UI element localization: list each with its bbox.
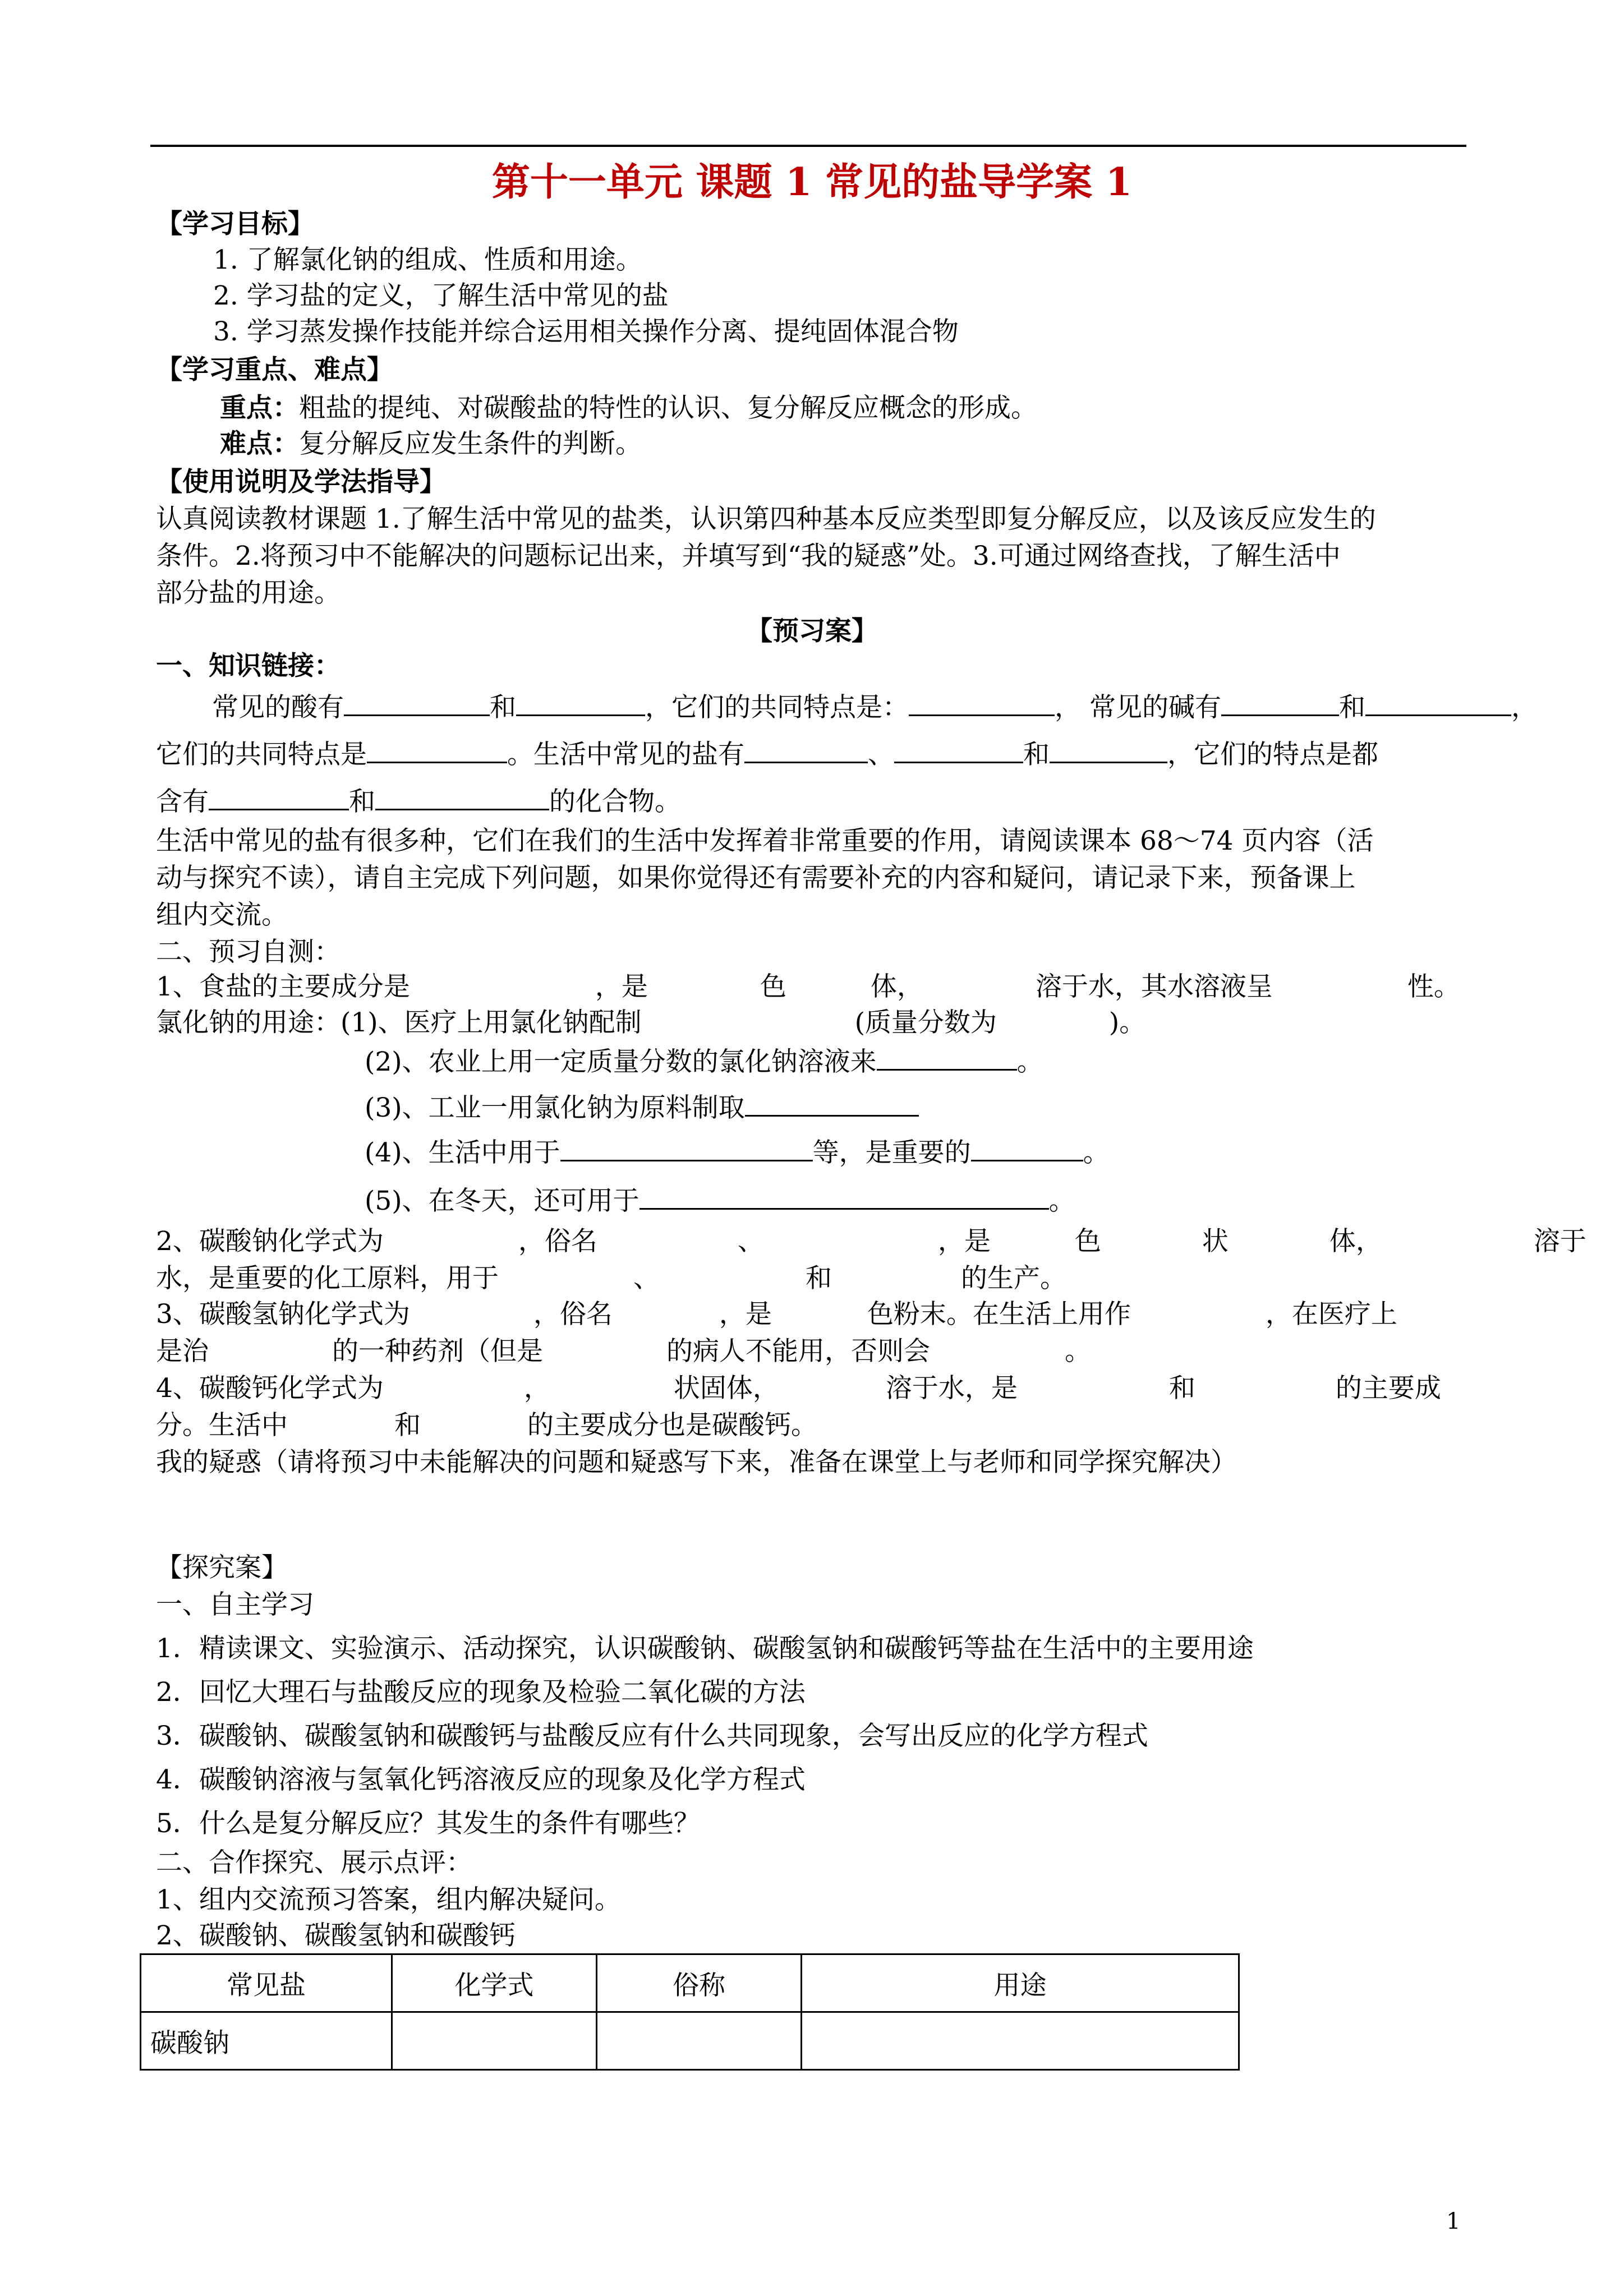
text: 它们的共同特点是: [156, 739, 367, 770]
text: ，是: [719, 1299, 772, 1330]
blank[interactable]: [877, 1042, 1017, 1071]
explore-heading: 【探究案】: [156, 1552, 288, 1583]
usage-item-4: [365, 1133, 1110, 1170]
text: 是治: [156, 1336, 209, 1367]
text: 分。生活中: [156, 1410, 288, 1441]
question-3-cont: [156, 1335, 1091, 1368]
text: ，: [523, 1373, 550, 1404]
self-study-item: 3．碳酸钠、碳酸氢钠和碳酸钙与盐酸反应有什么共同现象，会写出反应的化学方程式: [156, 1721, 1148, 1751]
coop-heading: 二、合作探究、展示点评：: [156, 1847, 472, 1878]
table-cell[interactable]: [597, 2012, 802, 2070]
question-4-cont: [156, 1409, 817, 1442]
blank[interactable]: [367, 735, 507, 763]
text: 和: [394, 1410, 421, 1441]
usage-heading: 【使用说明及学法指导】: [156, 467, 446, 497]
text: 4、碳酸钙化学式为: [156, 1373, 384, 1404]
objective-item: 1. 了解氯化钠的组成、性质和用途。: [213, 245, 642, 275]
blank[interactable]: [375, 782, 549, 810]
preview-paragraph: 生活中常见的盐有很多种，它们在我们的生活中发挥着非常重要的作用，请阅读课本 68～74 页内容（活: [156, 826, 1374, 856]
text: 1、食盐的主要成分是: [156, 971, 410, 1002]
text: (4)、生活中用于: [365, 1137, 560, 1168]
text: 、: [633, 1263, 660, 1294]
text: 色: [1074, 1226, 1101, 1257]
text: 常见的酸有: [212, 692, 344, 723]
text: 色: [760, 971, 786, 1002]
self-test-heading: 二、预习自测：: [156, 937, 341, 967]
blank[interactable]: [209, 782, 349, 810]
text: ， 常见的碱有: [1055, 692, 1221, 723]
key-point-label: 重点：: [220, 393, 299, 423]
usage-line: 部分盐的用途。: [156, 578, 341, 608]
page-title: 第十一单元 课题 1 常见的盐导学案 1: [491, 160, 1133, 205]
blank[interactable]: [344, 688, 490, 716]
usage-item-3: [365, 1088, 919, 1125]
text: 性。: [1407, 971, 1460, 1002]
usage-item-2: [365, 1042, 1043, 1079]
text: 、: [868, 739, 894, 770]
text: ，俗名: [533, 1299, 613, 1330]
text: ，俗名: [518, 1226, 597, 1257]
coop-item: 2、碳酸钠、碳酸氢钠和碳酸钙: [156, 1920, 516, 1951]
text: 3、碳酸氢钠化学式为: [156, 1299, 410, 1330]
coop-item: 1、组内交流预习答案，组内解决疑问。: [156, 1884, 621, 1915]
table-cell: 碳酸钠: [141, 2012, 392, 2070]
blank[interactable]: [1365, 688, 1511, 716]
text: 等，是重要的: [812, 1137, 971, 1168]
text: 和: [806, 1263, 832, 1294]
text: (质量分数为: [854, 1007, 997, 1038]
text: 和: [1023, 739, 1050, 770]
text: ，它们的共同特点是：: [645, 692, 909, 723]
table-cell[interactable]: [392, 2012, 597, 2070]
key-point-line: [220, 391, 1037, 425]
question-3: [156, 1298, 1397, 1331]
page-number: 1: [1446, 2209, 1461, 2234]
text: ，是: [595, 971, 648, 1002]
table-header: 化学式: [392, 1954, 597, 2012]
blank[interactable]: [744, 735, 868, 763]
text: 和: [490, 692, 516, 723]
text: 和: [1168, 1373, 1195, 1404]
text: 、: [737, 1226, 764, 1257]
text: 的主要成: [1335, 1373, 1441, 1404]
text: 的化合物。: [549, 786, 681, 817]
difficulty-line: [220, 427, 642, 461]
text: 溶于水，其水溶液呈: [1035, 971, 1273, 1002]
usage-item-1: [156, 1006, 1145, 1040]
text: 的病人不能用，否则会: [666, 1336, 930, 1367]
blank[interactable]: [894, 735, 1023, 763]
text: (5)、在冬天，还可用于: [365, 1186, 640, 1216]
text: 和: [1338, 692, 1365, 723]
self-study-item: 1．精读课文、实验演示、活动探究，认识碳酸钠、碳酸氢钠和碳酸钙等盐在生活中的主要用途: [156, 1633, 1254, 1664]
table-row: [141, 2012, 1239, 2070]
blank[interactable]: [516, 688, 645, 716]
blank[interactable]: [1221, 688, 1339, 716]
self-study-item: 4．碳酸钠溶液与氢氧化钙溶液反应的现象及化学方程式: [156, 1764, 806, 1795]
text: 和: [349, 786, 375, 817]
table-header-row: [141, 1954, 1239, 2012]
blank[interactable]: [1050, 735, 1167, 763]
objective-item: 3. 学习蒸发操作技能并综合运用相关操作分离、提纯固体混合物: [213, 316, 959, 347]
blank[interactable]: [971, 1133, 1083, 1161]
knowledge-line-3: [156, 782, 681, 819]
text: 。: [1083, 1137, 1110, 1168]
text: 。: [1065, 1336, 1091, 1367]
text: 状: [1202, 1226, 1229, 1257]
table-header: 俗称: [597, 1954, 802, 2012]
text: ，: [1511, 692, 1538, 723]
text: 色粉末。在生活上用作: [867, 1299, 1131, 1330]
question-4: [156, 1372, 1441, 1405]
self-study-item: 2．回忆大理石与盐酸反应的现象及检验二氧化碳的方法: [156, 1677, 806, 1708]
knowledge-link-heading: 一、知识链接：: [156, 651, 341, 681]
text: 氯化钠的用途：(1)、医疗上用氯化钠配制: [156, 1007, 642, 1038]
objective-item: 2. 学习盐的定义，了解生活中常见的盐: [213, 280, 669, 311]
text: 体，: [1329, 1226, 1382, 1257]
text: 状固体，: [673, 1373, 779, 1404]
knowledge-line-2: [156, 735, 1378, 772]
keypoints-heading: 【学习重点、难点】: [156, 354, 393, 385]
text: 水，是重要的化工原料，用于: [156, 1263, 499, 1294]
question-2-cont: [156, 1262, 1066, 1295]
text: ，它们的特点是都: [1167, 739, 1378, 770]
text: (3)、工业一用氯化钠为原料制取: [365, 1092, 745, 1123]
text: 含有: [156, 786, 209, 817]
table-cell[interactable]: [802, 2012, 1239, 2070]
difficulty-label: 难点：: [220, 428, 299, 459]
preview-paragraph: 组内交流。: [156, 900, 288, 930]
usage-line: 认真阅读教材课题 1.了解生活中常见的盐类，认识第四种基本反应类型即复分解反应，以及该反应发生的: [156, 504, 1376, 534]
objectives-heading: 【学习目标】: [156, 209, 314, 239]
text: ，在医疗上: [1265, 1299, 1397, 1330]
self-study-item: 5．什么是复分解反应？其发生的条件有哪些？: [156, 1808, 700, 1839]
text: 的一种药剂（但是: [332, 1336, 543, 1367]
text: 的生产。: [961, 1263, 1066, 1294]
preview-heading: 【预习案】: [746, 616, 878, 647]
table-header: 常见盐: [141, 1954, 392, 2012]
text: 。: [1048, 1186, 1075, 1216]
text: 的主要成分也是碳酸钙。: [527, 1410, 817, 1441]
self-study-heading: 一、自主学习: [156, 1589, 314, 1620]
blank[interactable]: [640, 1181, 1049, 1210]
knowledge-line-1: [212, 688, 1538, 725]
text: 2、碳酸钠化学式为: [156, 1226, 384, 1257]
text: 。生活中常见的盐有: [507, 739, 744, 770]
my-doubts: 我的疑惑（请将预习中未能解决的问题和疑惑写下来，准备在课堂上与老师和同学探究解决）: [156, 1447, 1237, 1478]
usage-item-5: [365, 1181, 1075, 1218]
salts-table: [140, 1953, 1240, 2071]
usage-line: 条件。2.将预习中不能解决的问题标记出来，并填写到“我的疑惑”处。3.可通过网络查找，了解生活中: [156, 541, 1341, 571]
text: ，是: [937, 1226, 991, 1257]
header-rule: [150, 145, 1466, 147]
text: (2)、农业上用一定质量分数的氯化钠溶液来: [365, 1046, 877, 1077]
key-point-text: 粗盐的提纯、对碳酸盐的特性的认识、复分解反应概念的形成。: [299, 393, 1037, 423]
question-2: [156, 1225, 1586, 1258]
question-1: [156, 970, 1460, 1004]
text: 体，: [870, 971, 923, 1002]
blank[interactable]: [909, 688, 1055, 716]
blank[interactable]: [745, 1088, 919, 1117]
text: 溶于水，是: [885, 1373, 1018, 1404]
blank[interactable]: [560, 1133, 813, 1161]
preview-paragraph: 动与探究不读），请自主完成下列问题，如果你觉得还有需要补充的内容和疑问，请记录下来，预备课上: [156, 863, 1356, 893]
difficulty-text: 复分解反应发生条件的判断。: [299, 428, 642, 459]
text: 溶于: [1533, 1226, 1586, 1257]
text: 。: [1016, 1046, 1043, 1077]
text: )。: [1108, 1007, 1146, 1038]
table-header: 用途: [802, 1954, 1239, 2012]
